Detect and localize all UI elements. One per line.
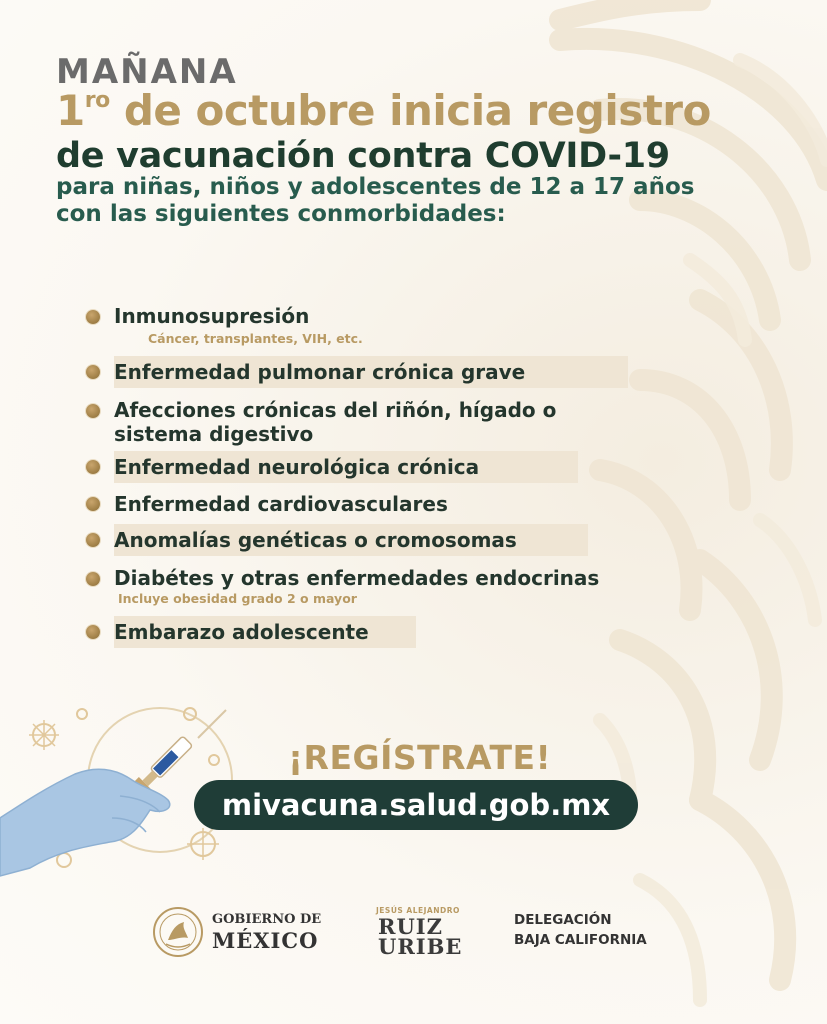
bullet-icon: [86, 404, 100, 418]
header-line-vaccination: de vacunación contra COVID-19: [56, 136, 670, 176]
gobierno-de-label: GOBIERNO DE: [212, 912, 322, 927]
delegacion-label: DELEGACIÓN: [514, 912, 612, 928]
mexico-seal-icon: [152, 906, 204, 958]
condition-label: Enfermedad pulmonar crónica grave: [114, 360, 526, 384]
header-line-date: [56, 86, 711, 135]
bullet-icon: [86, 497, 100, 511]
mexico-label: MÉXICO: [212, 928, 319, 953]
register-title: ¡REGÍSTRATE!: [288, 738, 552, 777]
jesus-alejandro-label: JESÚS ALEJANDRO: [376, 906, 460, 915]
uribe-label: URIBE: [378, 934, 463, 959]
baja-california-label: BAJA CALIFORNIA: [514, 932, 647, 948]
date-ordinal: ro: [84, 88, 110, 113]
condition-label: Afecciones crónicas del riñón, hígado o: [114, 398, 557, 422]
bullet-icon: [86, 572, 100, 586]
header-line-manana: MAÑANA: [56, 52, 238, 92]
condition-label: Diabétes y otras enfermedades endocrinas: [114, 566, 600, 590]
registration-url-link[interactable]: mivacuna.salud.gob.mx: [194, 780, 638, 830]
condition-note: Incluye obesidad grado 2 o mayor: [118, 591, 357, 606]
condition-note: Cáncer, transplantes, VIH, etc.: [148, 331, 363, 346]
date-rest: de octubre inicia registro: [109, 86, 711, 135]
condition-label: Enfermedad cardiovasculares: [114, 492, 448, 516]
bullet-icon: [86, 533, 100, 547]
ruiz-label: RUIZ: [378, 914, 443, 939]
condition-label: Anomalías genéticas o cromosomas: [114, 528, 517, 552]
condition-label-line2: sistema digestivo: [114, 422, 314, 446]
header-line-audience: para niñas, niños y adolescentes de 12 a 17 años: [56, 174, 695, 200]
bullet-icon: [86, 310, 100, 324]
date-number: 1: [56, 86, 85, 135]
condition-label: Inmunosupresión: [114, 304, 310, 328]
condition-label: Embarazo adolescente: [114, 620, 369, 644]
header-line-conditions: con las siguientes conmorbidades:: [56, 201, 506, 227]
bullet-icon: [86, 365, 100, 379]
condition-label: Enfermedad neurológica crónica: [114, 455, 480, 479]
bullet-icon: [86, 460, 100, 474]
bullet-icon: [86, 625, 100, 639]
